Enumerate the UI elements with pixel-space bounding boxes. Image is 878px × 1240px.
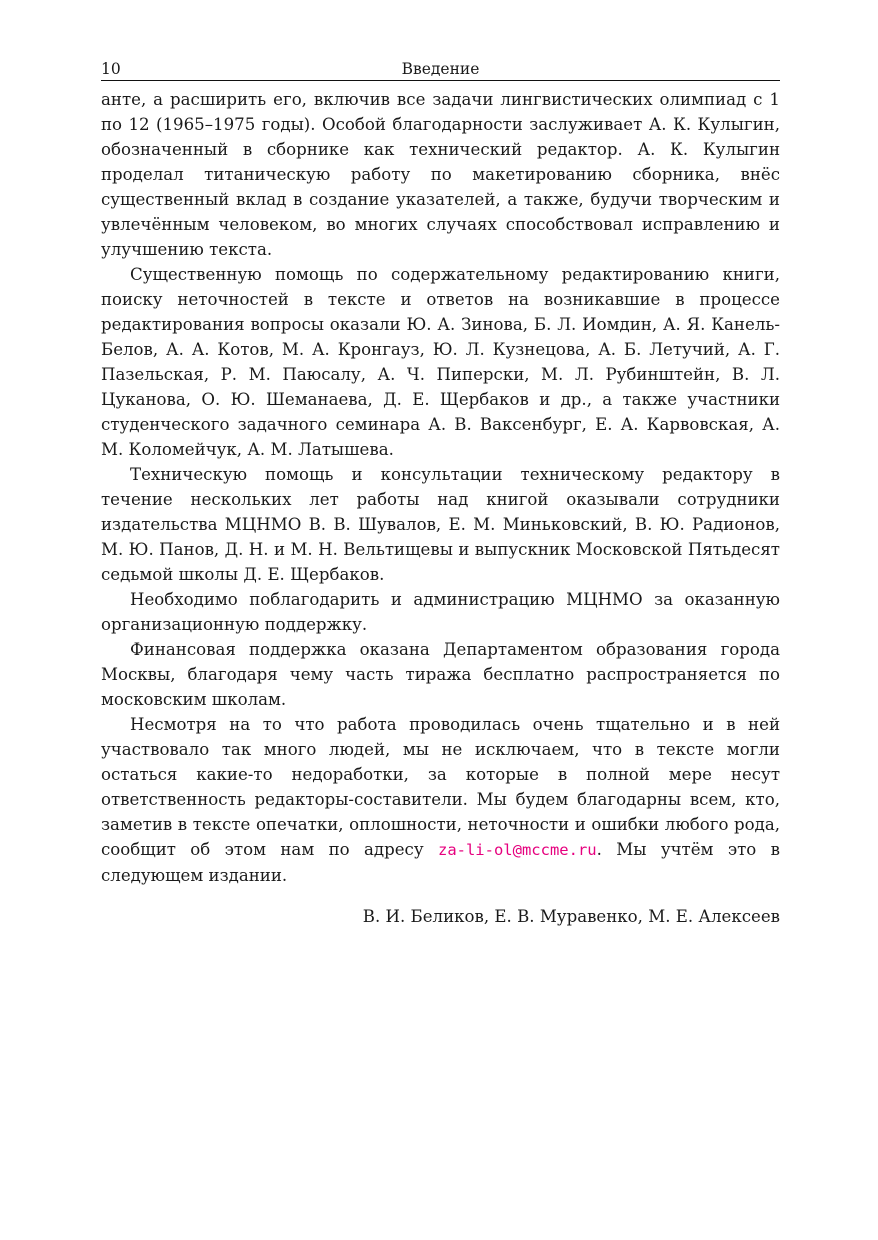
paragraph-continuation: анте, а расширить его, включив все задачи лингвистических олимпиад с 1 по 12 (1965–1975 годы). Особой благодарности заслуживает А. К. Кулыгин, обозначенный в сборнике как технический редактор. А. К. Кулыгин проделал титаническую работу по макетированию сборника, внёс существенный вклад в создание указателей, а также, будучи творческим и увлечённым человеком, во многих случаях способствовал исправлению и улучшению текста. <box>101 90 780 259</box>
paragraph-administration: Необходимо поблагодарить и администрацию МЦНМО за оказанную организационную поддержку. <box>101 590 780 634</box>
errata-text-after: . Мы учтём это в следующем издании. <box>101 840 780 885</box>
email-link[interactable]: za-li-ol@mccme.ru <box>437 841 597 859</box>
body-text <box>101 87 780 888</box>
signature: В. И. Беликов, Е. В. Муравенко, М. Е. Алексеев <box>362 907 780 926</box>
paragraph-errata-request <box>101 712 780 888</box>
page <box>101 58 780 929</box>
paragraph-technical-help: Техническую помощь и консультации техническому редактору в течение нескольких лет работы над книгой оказывали сотрудники издательства МЦНМО В. В. Шувалов, Е. М. Миньковский, В. Ю. Радионов, М. Ю. Панов, Д. Н. и М. Н. Вельтищевы и выпускник Московской Пятьдесят седьмой школы Д. Е. Щербаков. <box>101 465 780 584</box>
running-title: Введение <box>401 60 480 78</box>
errata-text-before: Несмотря на то что работа проводилась очень тщательно и в ней участвовало так много людей, мы не исключаем, что в тексте могли остаться какие-то недоработки, за которые в полной мере несут ответственность редакторы-составители. Мы будем благодарны всем, кто, заметив в тексте опечатки, оплошности, неточности и ошибки любого рода, сообщит об этом нам по адресу <box>101 715 780 859</box>
paragraph-financial-support: Финансовая поддержка оказана Департаментом образования города Москвы, благодаря чему часть тиража бесплатно распространяется по московским школам. <box>101 640 780 709</box>
page-number: 10 <box>101 60 121 78</box>
running-head <box>101 58 780 81</box>
paragraph-content-editors: Существенную помощь по содержательному редактированию книги, поиску неточностей в тексте и ответов на возникавшие в процессе редактирования вопросы оказали Ю. А. Зинова, Б. Л. Иомдин, А. Я. Канель-Белов, А. А. Котов, М. А. Кронгауз, Ю. Л. Кузнецова, А. Б. Летучий, А. Г. Пазельская, Р. М. Паюсалу, А. Ч. Пиперски, М. Л. Рубинштейн, В. Л. Цуканова, О. Ю. Шеманаева, Д. Е. Щербаков и др., а также участники студенческого задачного семинара А. В. Ваксенбург, Е. А. Карвовская, А. М. Коломейчук, А. М. Латышева. <box>101 265 780 459</box>
